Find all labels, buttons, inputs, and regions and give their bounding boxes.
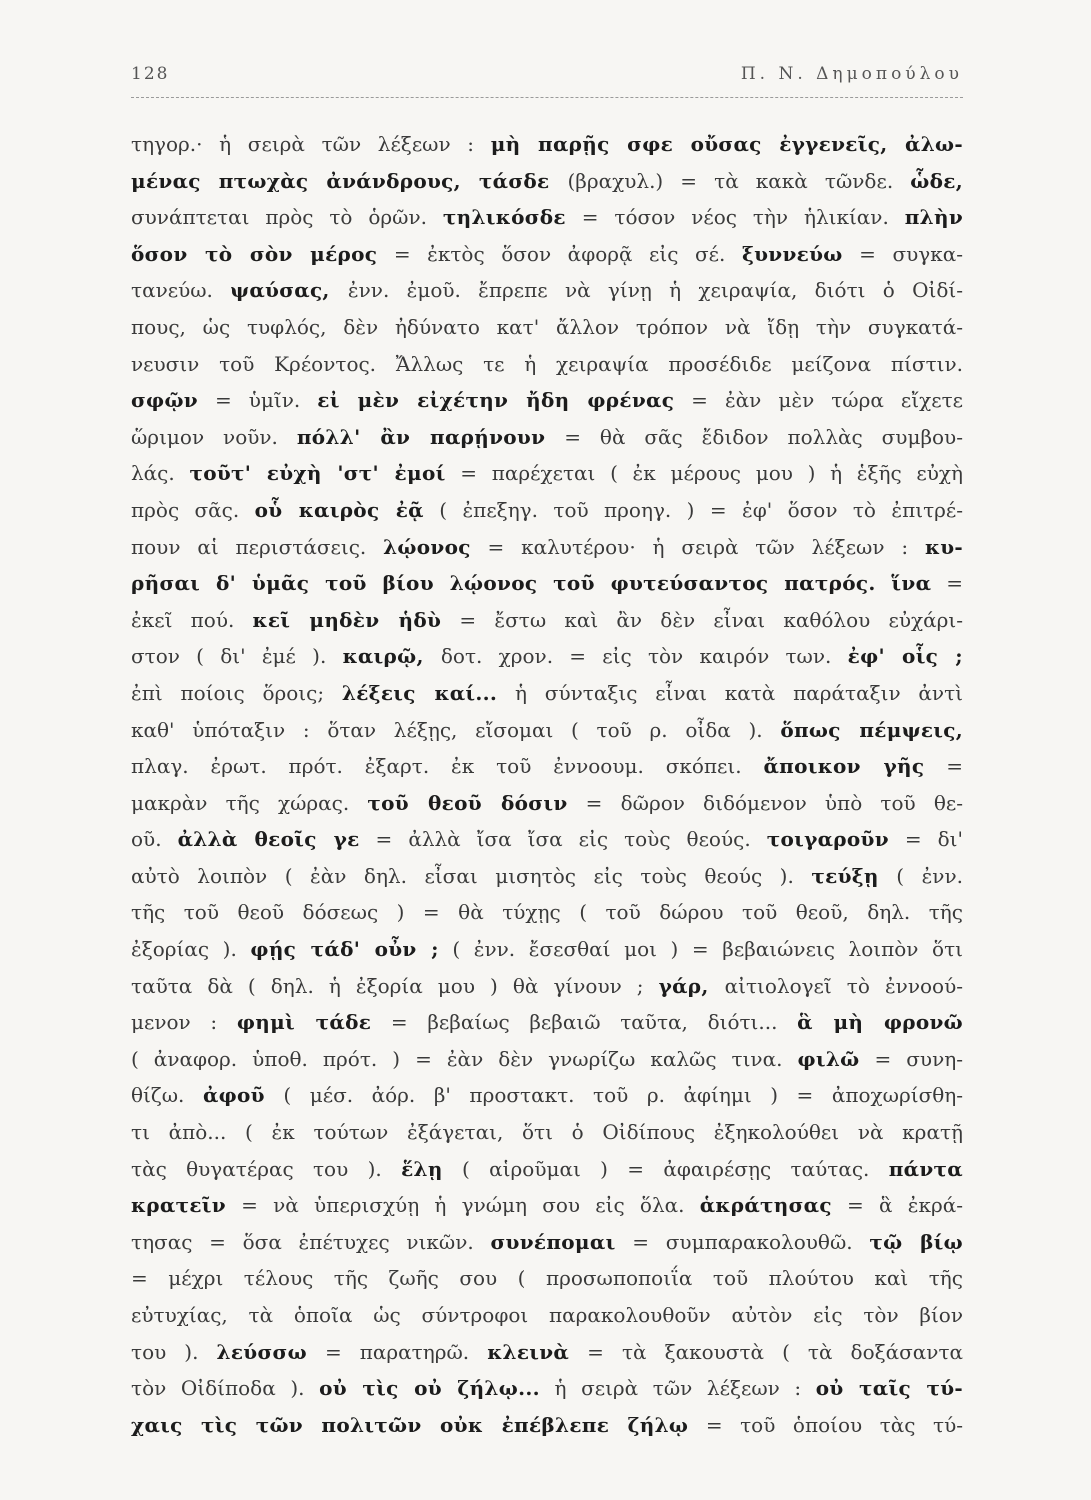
- gloss-text: στον ( δι' ἐμέ ).: [131, 644, 343, 669]
- gloss-text: ( ἐνν.: [878, 863, 963, 888]
- lemma-bold: πλὴν: [904, 205, 963, 230]
- text-line: [131, 272, 963, 309]
- gloss-text: του ).: [131, 1339, 217, 1364]
- gloss-text: νευσιν τοῦ Κρέοντος. Ἄλλως τε ἡ χειραψία προσέδιδε μείζονα πίστιν.: [131, 351, 963, 376]
- text-line: [131, 1260, 963, 1297]
- text-line: [131, 1151, 963, 1188]
- gloss-text: τηγορ.· ἡ σειρὰ τῶν λέξεων :: [131, 132, 491, 156]
- gloss-text: = δι': [888, 827, 963, 852]
- text-line: [131, 858, 963, 895]
- gloss-text: θίζω.: [131, 1083, 203, 1108]
- lemma-bold: ἐφ' οἷς ;: [847, 644, 963, 669]
- text-line: [131, 163, 963, 200]
- lemma-bold: ἀφοῦ: [202, 1083, 265, 1108]
- gloss-text: = παρέχεται ( ἐκ μέρους μου ) ἡ ἑξῆς εὐχὴ: [445, 461, 963, 486]
- gloss-text: ( ἀναφορ. ὑποθ. πρότ. ) = ἐὰν δὲν γνωρίζω καλῶς τινα.: [131, 1046, 798, 1071]
- gloss-text: = τοῦ ὁποίου τὰς τύ-: [688, 1412, 963, 1437]
- lemma-bold: ὅπως πέμψεις,: [780, 717, 963, 742]
- gloss-text: συνάπτεται πρὸς τὸ ὁρῶν.: [131, 205, 443, 230]
- gloss-text: = καλυτέρου· ἡ σειρὰ τῶν λέξεων :: [470, 534, 925, 559]
- gloss-text: ταῦτα δὰ ( δηλ. ἡ ἐξορία μου ) θὰ γίνουν ;: [131, 973, 659, 998]
- text-line: [131, 785, 963, 822]
- lemma-bold: ἃ μὴ φρονῶ: [797, 1010, 963, 1035]
- gloss-text: οῦ.: [131, 827, 178, 852]
- text-line: [131, 382, 963, 419]
- text-line: [131, 675, 963, 712]
- gloss-text: τὸν Οἰδίποδα ).: [131, 1376, 320, 1401]
- gloss-text: = ἐκτὸς ὅσον ἀφορᾷ εἰς σέ.: [377, 241, 742, 266]
- text-line: [131, 419, 963, 456]
- gloss-text: τι ἀπὸ... ( ἐκ τούτων ἐξάγεται, ὅτι ὁ Οἰδίπους ἐξηκολούθει νὰ κρατῇ: [131, 1120, 963, 1145]
- gloss-text: μακρὰν τῆς χώρας.: [131, 790, 368, 815]
- gloss-text: λάς.: [131, 461, 190, 486]
- text-line: [131, 638, 963, 675]
- lemma-bold: ἁκράτησας: [699, 1193, 832, 1218]
- lemma-bold: τηλικόσδε: [442, 205, 566, 230]
- text-line: [131, 1370, 963, 1407]
- gloss-text: ἐκεῖ πού.: [131, 607, 253, 632]
- lemma-bold: λῴονος: [383, 534, 471, 559]
- gloss-text: = τὰ ξακουστὰ ( τὰ δοξάσαντα: [569, 1339, 963, 1364]
- text-line: [131, 1334, 963, 1371]
- gloss-text: ἡ σειρὰ τῶν λέξεων :: [539, 1376, 816, 1401]
- text-line: [131, 1114, 963, 1151]
- lemma-bold: εἰ μὲν εἰχέτην ἤδη φρένας: [317, 388, 675, 413]
- lemma-bold: μένας πτωχὰς ἀνάνδρους, τάσδε: [131, 168, 568, 193]
- lemma-bold: φῄς τάδ' οὖν ;: [250, 937, 439, 962]
- gloss-text: ( αἱροῦμαι ) = ἀφαιρέσῃς ταύτας.: [442, 1156, 889, 1181]
- lemma-bold: ἕλῃ: [401, 1156, 443, 1181]
- gloss-text: ἡ σύνταξις εἶναι κατὰ παράταξιν ἀντὶ: [497, 680, 963, 705]
- text-line: [131, 1187, 963, 1224]
- lemma-bold: ψαύσας,: [230, 278, 348, 303]
- text-line: [131, 199, 963, 236]
- lemma-bold: ξυννεύω: [741, 241, 843, 266]
- gloss-text: τὰς θυγατέρας του ).: [131, 1156, 402, 1181]
- lemma-bold: ὧδε,: [910, 168, 963, 193]
- lemma-bold: φημὶ τάδε: [236, 1010, 372, 1035]
- gloss-text: = ἃ ἐκρά-: [831, 1193, 963, 1218]
- gloss-text: αἰτιολογεῖ τὸ ἐννοού-: [724, 973, 963, 998]
- lemma-bold: μὴ παρῇς σφε οὔσας ἐγγενεῖς, ἀλω-: [490, 132, 963, 156]
- text-line: [131, 748, 963, 785]
- gloss-text: = δῶρον διδόμενον ὑπὸ τοῦ θε-: [567, 790, 963, 815]
- gloss-text: = θὰ σᾶς ἔδιδον πολλὰς συμβου-: [545, 424, 963, 449]
- page-header: [131, 62, 963, 90]
- lemma-bold: τοιγαροῦν: [766, 827, 889, 852]
- gloss-text: (βραχυλ.) = τὰ κακὰ τῶνδε.: [567, 168, 911, 193]
- text-line: [131, 1041, 963, 1078]
- lemma-bold: τοῦτ' εὐχὴ 'στ' ἐμοί: [189, 461, 446, 486]
- lemma-bold: πόλλ' ἂν παρῄνουν: [296, 424, 546, 449]
- gloss-text: = ἀλλὰ ἴσα ἴσα εἰς τοὺς θεούς.: [359, 827, 767, 852]
- text-line: [131, 602, 963, 639]
- gloss-text: πρὸς σᾶς.: [131, 497, 255, 522]
- lemma-bold: ἀλλὰ θεοῖς γε: [177, 827, 360, 852]
- lemma-bold: τοῦ θεοῦ δόσιν: [367, 790, 568, 815]
- lemma-bold: οὐ ταῖς τύ-: [815, 1376, 963, 1401]
- text-line: [131, 1297, 963, 1334]
- lemma-bold: σφῷν: [131, 388, 198, 413]
- text-line: [131, 1407, 963, 1444]
- lemma-bold: κρατεῖν: [131, 1193, 226, 1218]
- gloss-text: = ὑμῖν.: [197, 388, 318, 413]
- text-line: [131, 1224, 963, 1261]
- lemma-bold: γάρ,: [658, 973, 725, 998]
- lemma-bold: ρῆσαι δ' ὑμᾶς τοῦ βίου λῴονος τοῦ φυτεύσαντος πατρός. ἵνα: [131, 571, 932, 596]
- gloss-text: =: [931, 571, 963, 596]
- gloss-text: ὥριμον νοῦν.: [131, 424, 297, 449]
- lemma-bold: τεύξῃ: [811, 863, 879, 888]
- lemma-bold: φιλῶ: [797, 1046, 860, 1071]
- gloss-text: = νὰ ὑπερισχύῃ ἡ γνώμη σου εἰς ὅλα.: [225, 1193, 700, 1218]
- lemma-bold: συνέπομαι: [490, 1229, 616, 1254]
- lemma-bold: ὅσον τὸ σὸν μέρος: [131, 241, 378, 266]
- text-line: [131, 529, 963, 566]
- gloss-text: = μέχρι τέλους τῆς ζωῆς σου ( προσωποποιΐα τοῦ πλούτου καὶ τῆς: [131, 1266, 963, 1291]
- gloss-text: = συγκα-: [842, 241, 963, 266]
- gloss-text: = τόσον νέος τὴν ἡλικίαν.: [565, 205, 905, 230]
- gloss-text: =: [924, 754, 963, 779]
- lemma-bold: λέξεις καί...: [341, 680, 498, 705]
- lemma-bold: τῷ βίῳ: [869, 1229, 963, 1254]
- gloss-text: πλαγ. ἐρωτ. πρότ. ἐξαρτ. ἐκ τοῦ ἐννοουμ. σκόπει.: [131, 754, 764, 779]
- running-head-author: Π. Ν. Δημοπούλου: [740, 64, 963, 84]
- text-line: [131, 821, 963, 858]
- text-line: [131, 126, 963, 163]
- gloss-text: μενον :: [131, 1010, 237, 1035]
- lemma-bold: κυ-: [924, 534, 963, 559]
- gloss-text: τανεύω.: [131, 278, 231, 303]
- lemma-bold: κλεινὰ: [487, 1339, 570, 1364]
- header-rule: [131, 97, 963, 98]
- gloss-text: = συμπαρακολουθῶ.: [615, 1229, 870, 1254]
- gloss-text: εὐτυχίας, τὰ ὁποῖα ὡς σύντροφοι παρακολουθοῦν αὐτὸν εἰς τὸν βίον: [131, 1303, 963, 1327]
- lemma-bold: οὐ τὶς οὐ ζήλῳ...: [319, 1376, 540, 1401]
- lemma-bold: λεύσσω: [216, 1339, 307, 1364]
- lemma-bold: ἄποικον γῆς: [763, 754, 925, 779]
- gloss-text: = ἐὰν μὲν τώρα εἴχετε: [674, 388, 963, 413]
- text-line: [131, 492, 963, 529]
- lemma-bold: κεῖ μηδὲν ἡδὺ: [252, 607, 442, 632]
- gloss-text: τησας = ὅσα ἐπέτυχες νικῶν.: [131, 1229, 491, 1254]
- text-line: [131, 894, 963, 931]
- gloss-text: δοτ. χρον. = εἰς τὸν καιρόν των.: [440, 644, 848, 669]
- text-line: [131, 236, 963, 273]
- gloss-text: ἐπὶ ποίοις ὅροις;: [131, 680, 342, 705]
- text-line: [131, 931, 963, 968]
- gloss-text: ( ἐνν. ἔσεσθαί μοι ) = βεβαιώνεις λοιπὸν ὅτι: [438, 937, 963, 962]
- text-line: [131, 968, 963, 1005]
- gloss-text: = παρατηρῶ.: [306, 1339, 488, 1364]
- commentary-text: [131, 126, 963, 1443]
- gloss-text: πουν αἱ περιστάσεις.: [131, 534, 384, 559]
- text-line: [131, 309, 963, 346]
- page-number: 128: [131, 64, 170, 84]
- text-line: [131, 1077, 963, 1114]
- gloss-text: = ἔστω καὶ ἂν δὲν εἶναι καθόλου εὐχάρι-: [441, 607, 963, 632]
- gloss-text: = συνη-: [859, 1046, 963, 1071]
- lemma-bold: οὗ καιρὸς ἐᾷ: [254, 497, 424, 522]
- gloss-text: πους, ὡς τυφλός, δὲν ἠδύνατο κατ' ἄλλον τρόπον νὰ ἴδῃ τὴν συγκατά-: [131, 314, 963, 339]
- text-line: [131, 565, 963, 602]
- gloss-text: = βεβαίως βεβαιῶ ταῦτα, διότι...: [371, 1010, 798, 1035]
- text-line: [131, 455, 963, 492]
- text-line: [131, 346, 963, 383]
- gloss-text: καθ' ὑπόταξιν : ὅταν λέξῃς, εἴσομαι ( τοῦ ρ. οἶδα ).: [131, 717, 781, 742]
- gloss-text: αὐτὸ λοιπὸν ( ἐὰν δηλ. εἶσαι μισητὸς εἰς τοὺς θεούς ).: [131, 863, 812, 888]
- text-line: [131, 1004, 963, 1041]
- gloss-text: τῆς τοῦ θεοῦ δόσεως ) = θὰ τύχῃς ( τοῦ δώρου τοῦ θεοῦ, δηλ. τῆς: [131, 900, 963, 925]
- gloss-text: ἐνν. ἐμοῦ. ἔπρεπε νὰ γίνῃ ἡ χειραψία, διότι ὁ Οἰδί-: [347, 278, 963, 303]
- lemma-bold: πάντα: [888, 1156, 963, 1181]
- lemma-bold: καιρῷ,: [342, 644, 441, 669]
- text-line: [131, 712, 963, 749]
- gloss-text: ( μέσ. ἀόρ. β' προστακτ. τοῦ ρ. ἀφίημι ) = ἀποχωρίσθη-: [264, 1083, 963, 1108]
- gloss-text: ἐξορίας ).: [131, 937, 251, 962]
- gloss-text: ( ἐπεξηγ. τοῦ προηγ. ) = ἐφ' ὅσον τὸ ἐπιτρέ-: [423, 497, 963, 522]
- lemma-bold: χαις τὶς τῶν πολιτῶν οὐκ ἐπέβλεπε ζήλῳ: [131, 1412, 689, 1437]
